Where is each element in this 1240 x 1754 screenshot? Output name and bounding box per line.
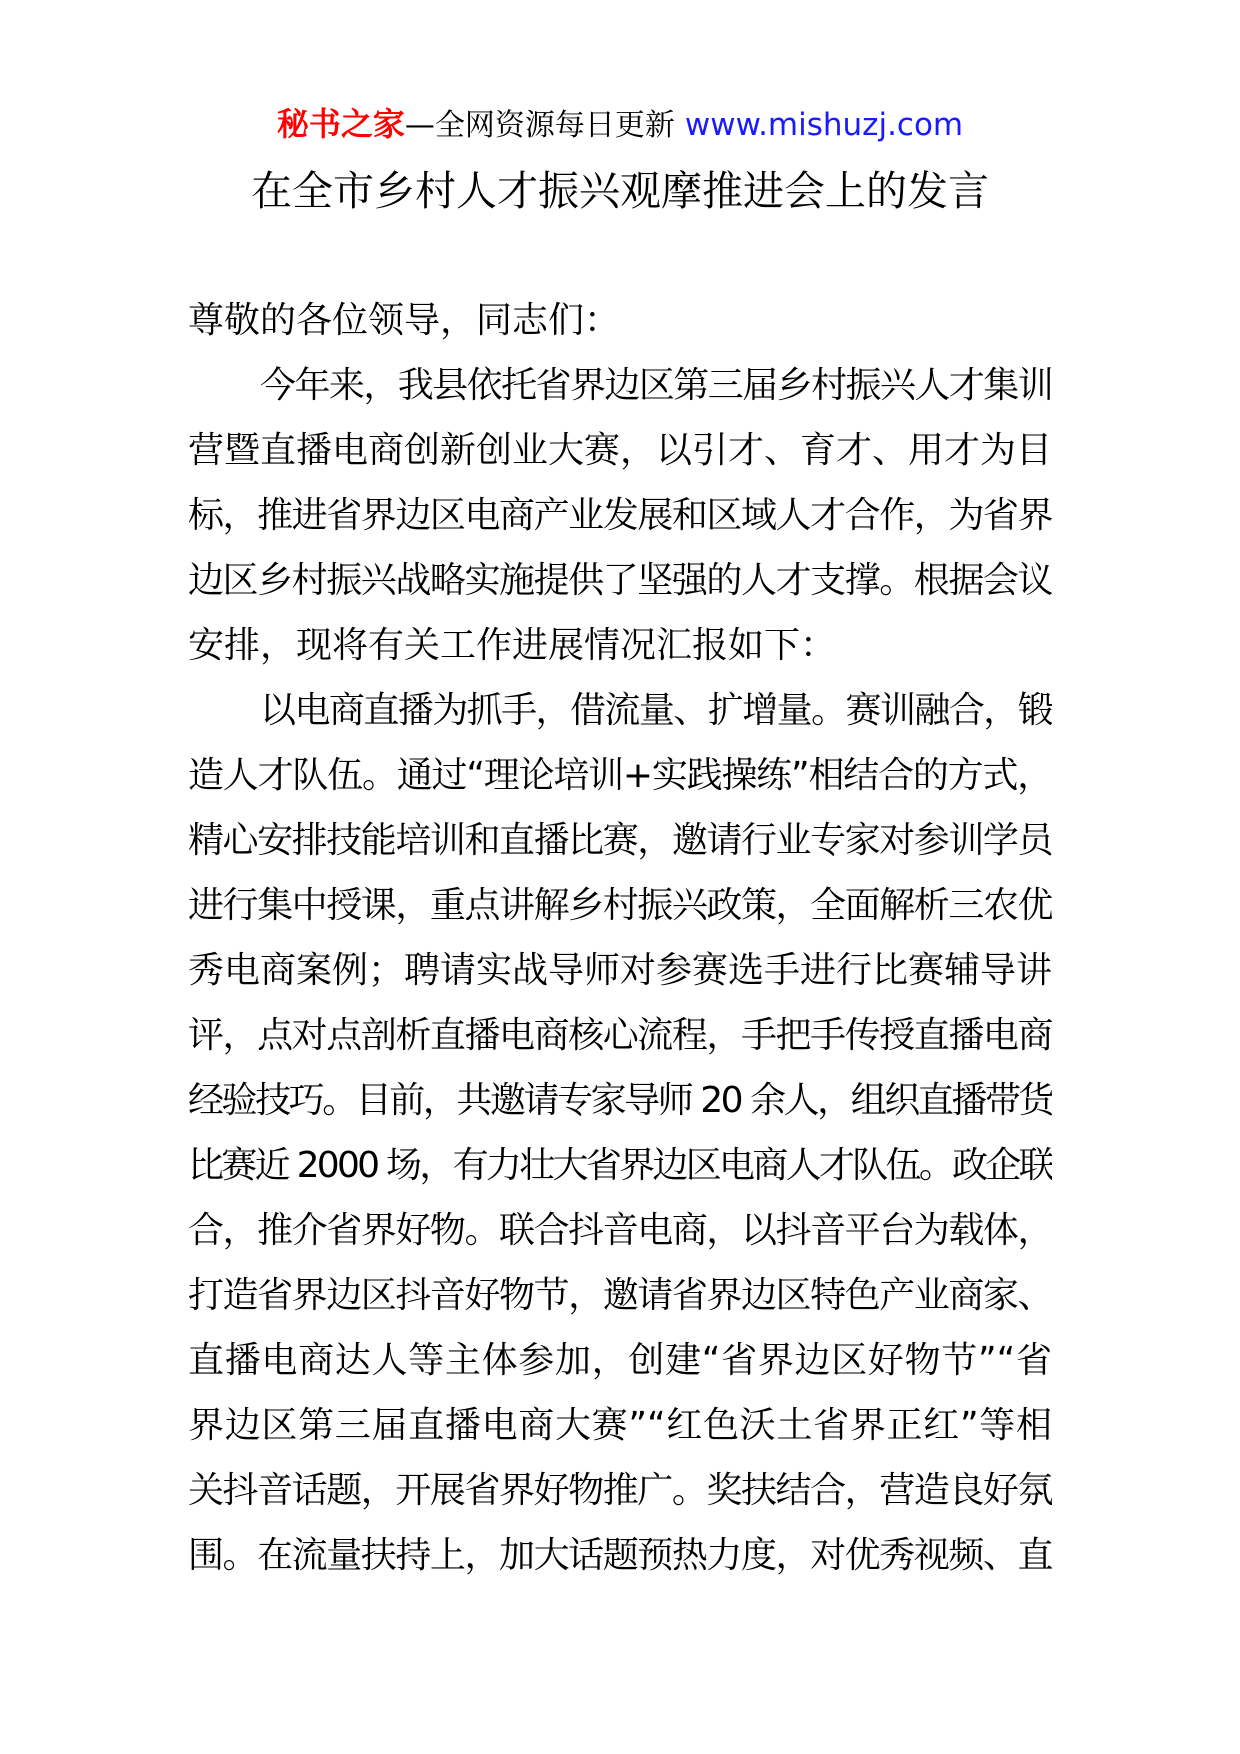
site-header <box>0 104 1240 144</box>
paragraph-line: 评，点对点剖析直播电商核心流程，手把手传授直播电商 <box>188 1015 1052 1056</box>
paragraph-line: 标，推进省界边区电商产业发展和区域人才合作，为省界 <box>188 495 1052 536</box>
paragraph-line: 精心安排技能培训和直播比赛，邀请行业专家对参训学员 <box>188 820 1052 861</box>
paragraph-line: 营暨直播电商创新创业大赛，以引才、育才、用才为目 <box>188 430 1052 471</box>
paragraph <box>188 678 1052 1588</box>
paragraph-line: 打造省界边区抖音好物节，邀请省界边区特色产业商家、 <box>188 1275 1052 1316</box>
paragraph-line: 秀电商案例；聘请实战导师对参赛选手进行比赛辅导讲 <box>188 950 1052 991</box>
site-url: www.mishuzj.com <box>684 107 964 143</box>
paragraph-line: 合，推介省界好物。联合抖音电商，以抖音平台为载体， <box>188 1210 1052 1251</box>
document-body <box>188 288 1052 1588</box>
site-brand: 秘书之家 <box>276 105 405 143</box>
salutation: 尊敬的各位领导，同志们： <box>188 300 621 341</box>
document-title: 在全市乡村人才振兴观摩推进会上的发言 <box>251 167 989 215</box>
paragraph-line: 直播电商达人等主体参加，创建“省界边区好物节”“省 <box>188 1340 1052 1381</box>
paragraph-line: 边区乡村振兴战略实施提供了坚强的人才支撑。根据会议 <box>188 560 1052 601</box>
paragraph-line: 安排，现将有关工作进展情况汇报如下： <box>188 625 837 666</box>
paragraph-line: 进行集中授课，重点讲解乡村振兴政策，全面解析三农优 <box>188 885 1052 926</box>
paragraph <box>188 353 1052 678</box>
paragraph-line: 造人才队伍。通过“理论培训+实践操练”相结合的方式， <box>188 755 1052 796</box>
paragraph-line: 以电商直播为抓手，借流量、扩增量。赛训融合，锻 <box>260 690 1052 731</box>
paragraph-line: 今年来，我县依托省界边区第三届乡村振兴人才集训 <box>260 365 1052 406</box>
paragraph-line: 经验技巧。目前，共邀请专家导师 20 余人，组织直播带货 <box>188 1080 1052 1121</box>
paragraph-line: 比赛近 2000 场，有力壮大省界边区电商人才队伍。政企联 <box>188 1145 1052 1186</box>
paragraph-line: 关抖音话题，开展省界好物推广。奖扶结合，营造良好氛 <box>188 1470 1052 1511</box>
paragraph-line: 界边区第三届直播电商大赛”“红色沃土省界正红”等相 <box>188 1405 1052 1446</box>
paragraph-line: 围。在流量扶持上，加大话题预热力度，对优秀视频、直 <box>188 1535 1052 1576</box>
site-tagline: —全网资源每日更新 <box>404 108 675 143</box>
